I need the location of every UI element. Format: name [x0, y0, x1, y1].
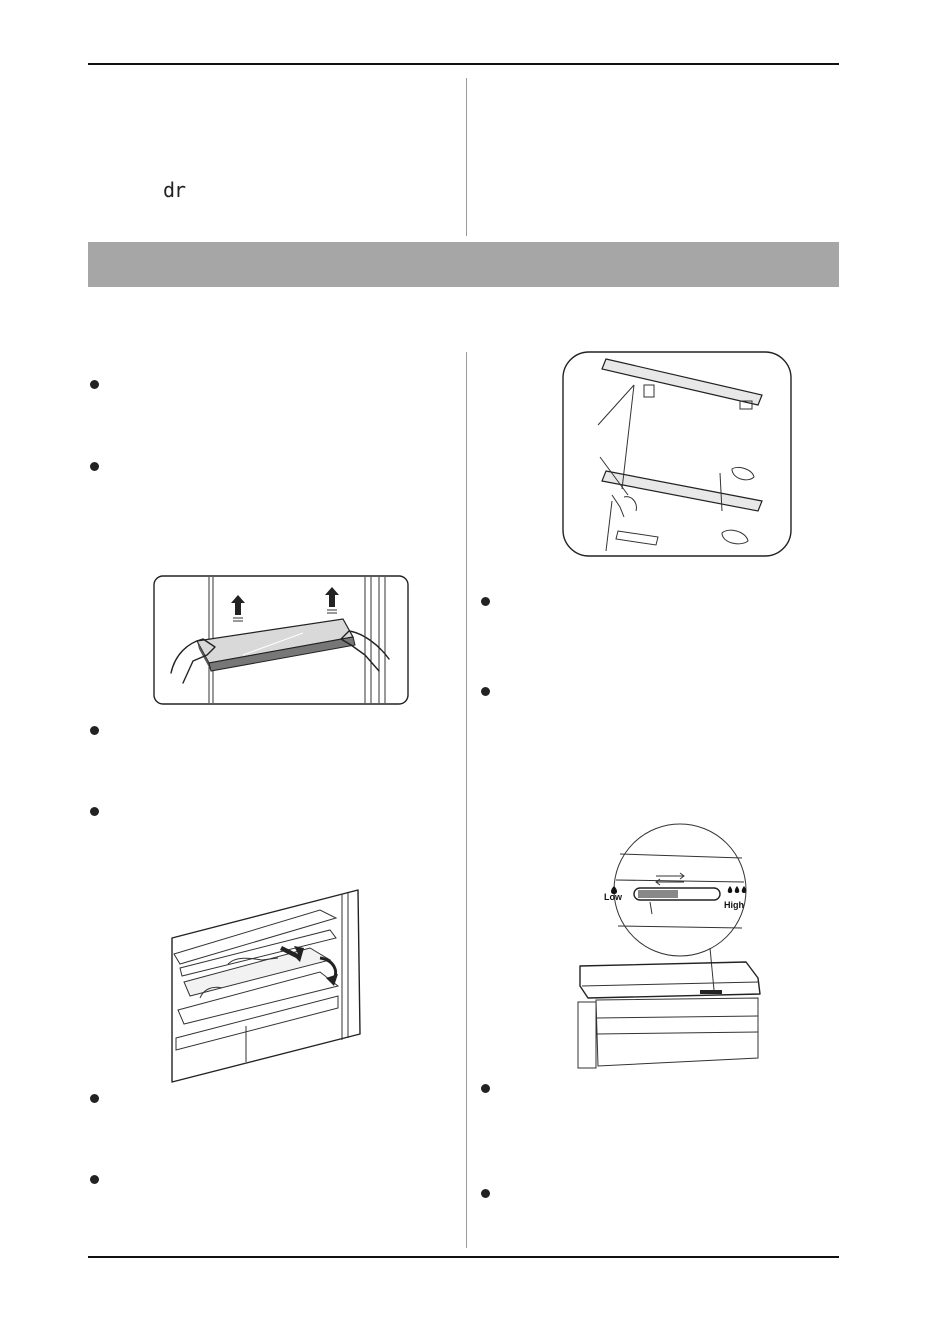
lower-column-divider — [466, 352, 467, 1248]
bullet-dot-icon — [481, 687, 490, 696]
slider-high-label: High — [724, 900, 744, 910]
bullet-dot-icon — [481, 1084, 490, 1093]
section-banner — [88, 242, 839, 287]
bullet-dot-icon — [90, 462, 99, 471]
upper-column-divider — [466, 78, 467, 236]
bullet-dot-icon — [90, 726, 99, 735]
bullet-dot-icon — [481, 597, 490, 606]
slider-low-label: Low — [604, 892, 622, 902]
bullet-dot-icon — [90, 380, 99, 389]
bullet-dot-icon — [481, 1189, 490, 1198]
bottom-rule — [88, 1256, 839, 1258]
humidity-slider-illustration — [574, 822, 768, 1072]
top-rule — [88, 63, 839, 65]
bullet-dot-icon — [90, 807, 99, 816]
bullet-dot-icon — [90, 1094, 99, 1103]
shelf-support-illustration — [562, 351, 792, 557]
bullet-dot-icon — [90, 1175, 99, 1184]
door-bin-removal-illustration — [153, 575, 409, 705]
display-code-glyph: dr — [163, 178, 186, 202]
glass-shelf-illustration — [170, 888, 364, 1084]
